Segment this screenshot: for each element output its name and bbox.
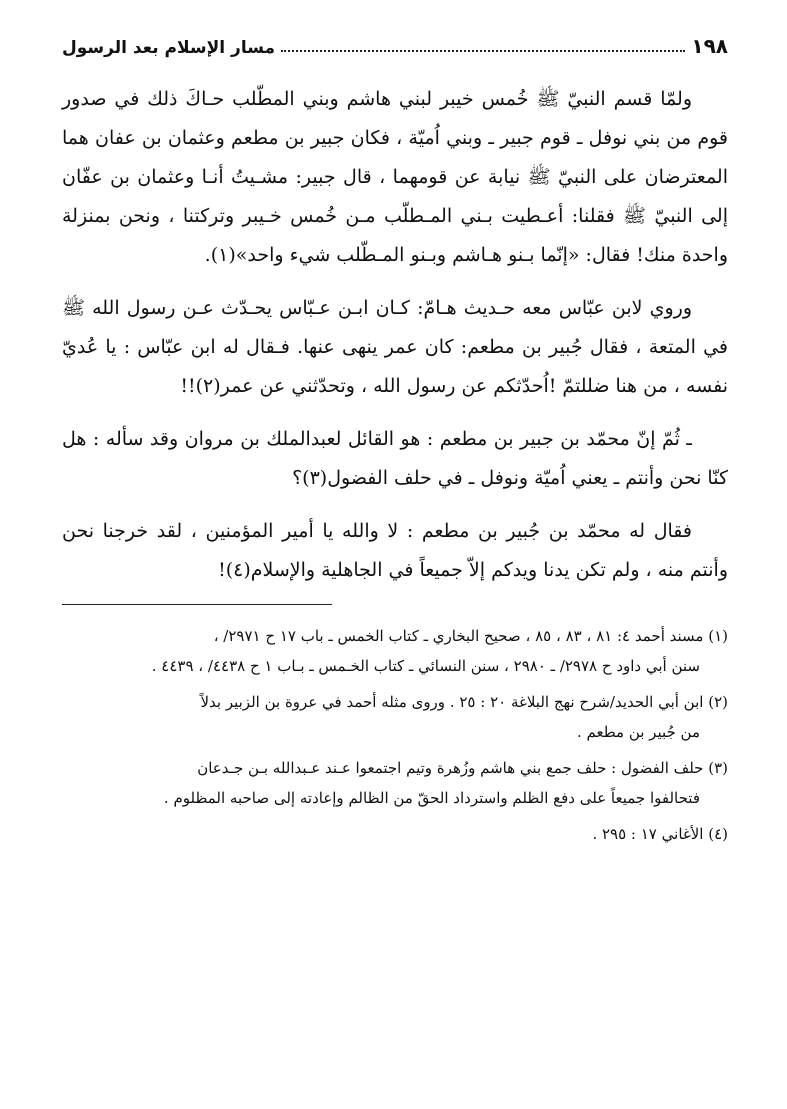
page-number: ١٩٨ <box>691 34 728 58</box>
book-page <box>62 26 728 1096</box>
footnote-first-line: (١) مسند أحمد ٤: ٨١ ، ٨٣ ، ٨٥ ، صحيح البخاري ـ كتاب الخمس ـ باب ١٧ ح ٢٩٧١/ ، <box>213 627 728 645</box>
paragraph: ولمّا قسم النبيّ ﷺ خُمس خيبر لبني هاشم وبني المطّلب حـاكَ ذلك في صدور قوم من بني نوفل ـ قوم جبير ـ وبني اُميّة ، فكان جبير بن مطعم وعثمان بن عفان هما المعترضان على النبيّ ﷺ نيابة عن قومهما ، قال جبير: مشـيتُ أنـا وعثمان بن عفّان إلى النبيّ ﷺ فقلنا: أعـطيت بـني المـطلّب مـن خُمس خـيبر وتركتنا ، ونحن بمنزلة واحدة منك! فقال: «إنّما بـنو هـاشم وبـنو المـطّلب شيء واحد»(١). <box>62 88 728 266</box>
footnote-continuation: فتحالفوا جميعاً على دفع الظلم واسترداد الحقّ من الظالم وإعادته إلى صاحبه المظلوم . <box>163 789 700 807</box>
footnote <box>62 621 728 681</box>
running-title: مسار الإسلام بعد الرسول <box>62 38 276 58</box>
main-text <box>62 80 728 590</box>
footnote <box>62 753 728 813</box>
paragraph: وروي لابن عبّاس معه حـديث هـامّ: كـان ابـن عـبّاس يحـدّث عـن رسول الله ﷺ في المتعة ، فقال جُبير بن مطعم: كان عمر ينهى عنها. فـقال له ابن عبّاس : يا عُديّ نفسه ، من هنا ضللتمّ !اُحدّثكم عن رسول الله ، وتحدّثني عن عمر(٢)!! <box>62 297 728 397</box>
paragraph: ـ ثُمّ إنّ محمّد بن جبير بن مطعم : هو القائل لعبدالملك بن مروان وقد سأله : هل كنّا نحن وأنتم ـ يعني اُميّة ونوفل ـ في حلف الفضول(٣)؟ <box>62 428 728 489</box>
paragraph: فقال له محمّد بن جُبير بن مطعم : لا والله يا أمير المؤمنين ، لقد خرجنا نحن وأنتم منه ، ولم تكن يدنا ويدكم إلاّ جميعاً في الجاهلية والإسلام(٤)! <box>62 520 728 581</box>
page-header <box>62 26 728 58</box>
footnote-continuation: من جُبير بن مطعم . <box>576 723 700 741</box>
footnote-first-line: (٣) حلف الفضول : حلف جمع بني هاشم وزُهرة وتيم اجتمعوا عـند عـبدالله بـن جـدعان <box>197 759 728 777</box>
footnotes <box>62 621 728 849</box>
footnote <box>62 687 728 747</box>
footnote <box>62 819 728 849</box>
footnote-continuation: سنن أبي داود ح ٢٩٧٨/ ـ ٢٩٨٠ ، سنن النسائي ـ كتاب الخـمس ـ بـاب ١ ح ٤٤٣٨/ ، ٤٤٣٩ . <box>151 657 700 675</box>
footnote-first-line: (٢) ابن أبي الحديد/شرح نهج البلاغة ٢٠ : ٢٥ . وروى مثله أحمد في عروة بن الزبير بدلاً <box>200 693 728 711</box>
header-dot-leader <box>281 50 685 52</box>
footnote-separator <box>62 604 332 605</box>
footnote-first-line: (٤) الأغاني ١٧ : ٢٩٥ . <box>592 825 728 843</box>
